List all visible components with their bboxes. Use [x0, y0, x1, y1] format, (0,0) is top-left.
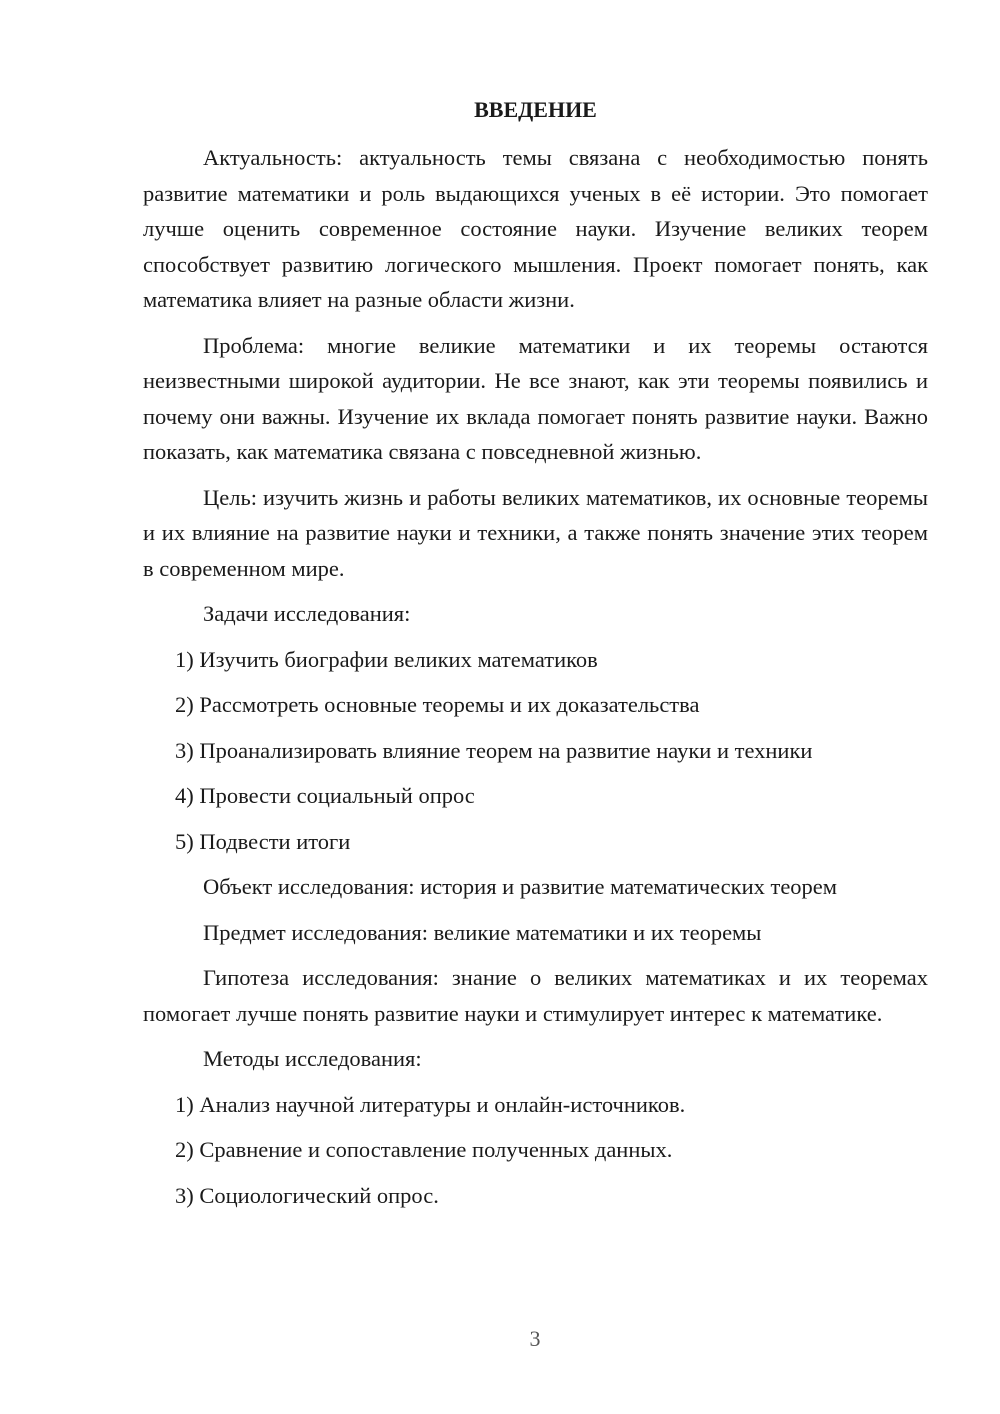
- method-item-2: 2) Сравнение и сопоставление полученных данных.: [175, 1137, 673, 1162]
- task-item-5: 5) Подвести итоги: [175, 828, 351, 854]
- page-number: 3: [529, 1326, 541, 1351]
- research-object: Объект исследования: история и развитие математических теорем: [203, 874, 838, 899]
- task-item-4: 4) Провести социальный опрос: [175, 783, 475, 808]
- methods-title: Методы исследования:: [203, 1046, 422, 1071]
- method-item-1: 1) Анализ научной литературы и онлайн-источников.: [175, 1091, 686, 1117]
- problem-paragraph: Проблема: многие великие математики и их теоремы остаются неизвестными широкой аудитории. Не все знают, как эти теоремы появились и почему они важны. Изучение их вклада помогает понять развитие науки. Важно показать, как математика связана с повседневной жизнью.: [143, 332, 928, 464]
- section-heading: ВВЕДЕНИЕ: [474, 97, 597, 122]
- method-item-3: 3) Социологический опрос.: [175, 1182, 439, 1208]
- document-page: [143, 92, 928, 1223]
- task-item-1: 1) Изучить биографии великих математиков: [175, 646, 598, 672]
- task-item-2: 2) Рассмотреть основные теоремы и их доказательства: [175, 692, 700, 717]
- relevance-paragraph: Актуальность: актуальность темы связана с необходимостью понять развитие математики и роль выдающихся ученых в её истории. Это помогает лучше оценить современное состояние науки. Изучение великих теорем способствует развитию логического мышления. Проект помогает понять, как математика влияет на разные области жизни.: [143, 145, 928, 312]
- research-subject: Предмет исследования: великие математики и их теоремы: [203, 919, 762, 945]
- hypothesis-paragraph: Гипотеза исследования: знание о великих математиках и их теоремах помогает лучше понять развитие науки и стимулирует интерес к математике.: [143, 965, 928, 1026]
- task-item-3: 3) Проанализировать влияние теорем на развитие науки и техники: [175, 737, 813, 763]
- goal-paragraph: Цель: изучить жизнь и работы великих математиков, их основные теоремы и их влияние на развитие науки и техники, а также понять значение этих теорем в современном мире.: [143, 484, 928, 581]
- tasks-title: Задачи исследования:: [203, 601, 411, 626]
